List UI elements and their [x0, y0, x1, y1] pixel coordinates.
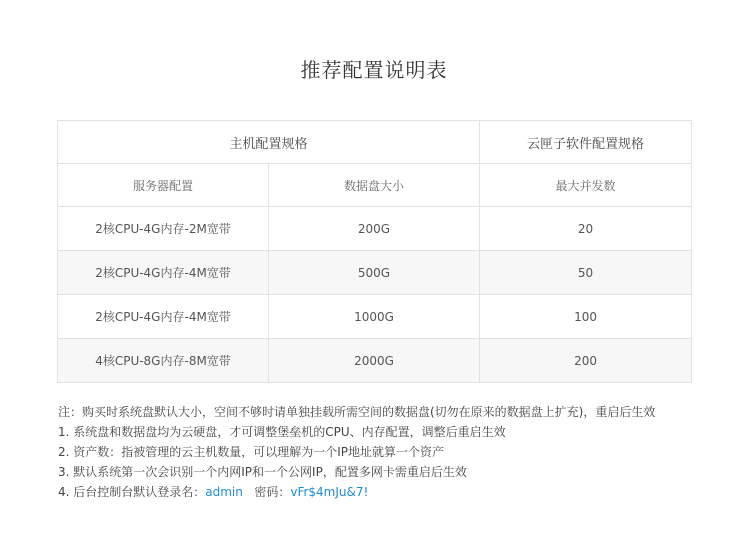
note-item-4: [58, 482, 655, 502]
table-row: [58, 251, 692, 295]
page-title: 推荐配置说明表: [300, 58, 448, 82]
column-header-max-concurrency: 最大并发数: [480, 164, 692, 207]
column-header-server-config: 服务器配置: [58, 164, 269, 207]
login-label: 4. 后台控制台默认登录名：: [58, 485, 206, 499]
default-username: admin: [205, 485, 243, 499]
column-header-disk-size: 数据盘大小: [269, 164, 480, 207]
cell-max-concurrency: 20: [480, 207, 692, 251]
cell-max-concurrency: 100: [480, 295, 692, 339]
table-row: [58, 207, 692, 251]
cell-disk-size: 1000G: [269, 295, 480, 339]
table-row: [58, 339, 692, 383]
column-header-row: [58, 164, 692, 207]
cell-server-config: 2核CPU-4G内存-2M宽带: [58, 207, 269, 251]
software-spec-group-header: 云匣子软件配置规格: [480, 121, 692, 164]
notes-section: [58, 402, 655, 502]
cell-disk-size: 2000G: [269, 339, 480, 383]
cell-disk-size: 500G: [269, 251, 480, 295]
table-row: [58, 295, 692, 339]
default-password: vFr$4mJu&7!: [290, 485, 369, 499]
password-label: 密码：: [254, 485, 291, 499]
cell-server-config: 2核CPU-4G内存-4M宽带: [58, 295, 269, 339]
recommended-config-table: [57, 120, 692, 383]
note-item-2: 2. 资产数：指被管理的云主机数量，可以理解为一个IP地址就算一个资产: [58, 445, 445, 459]
cell-max-concurrency: 200: [480, 339, 692, 383]
note-item-3: 3. 默认系统第一次会识别一个内网IP和一个公网IP，配置多网卡需重启后生效: [58, 465, 467, 479]
note-item-1: 1. 系统盘和数据盘均为云硬盘，才可调整堡垒机的CPU、内存配置，调整后重启生效: [58, 425, 506, 439]
host-spec-group-header: 主机配置规格: [58, 121, 480, 164]
cell-disk-size: 200G: [269, 207, 480, 251]
cell-server-config: 2核CPU-4G内存-4M宽带: [58, 251, 269, 295]
cell-max-concurrency: 50: [480, 251, 692, 295]
cell-server-config: 4核CPU-8G内存-8M宽带: [58, 339, 269, 383]
group-header-row: [58, 121, 692, 164]
note-disk-default: 注：购买时系统盘默认大小，空间不够时请单独挂载所需空间的数据盘(切勿在原来的数据盘上扩充)，重启后生效: [58, 405, 656, 419]
